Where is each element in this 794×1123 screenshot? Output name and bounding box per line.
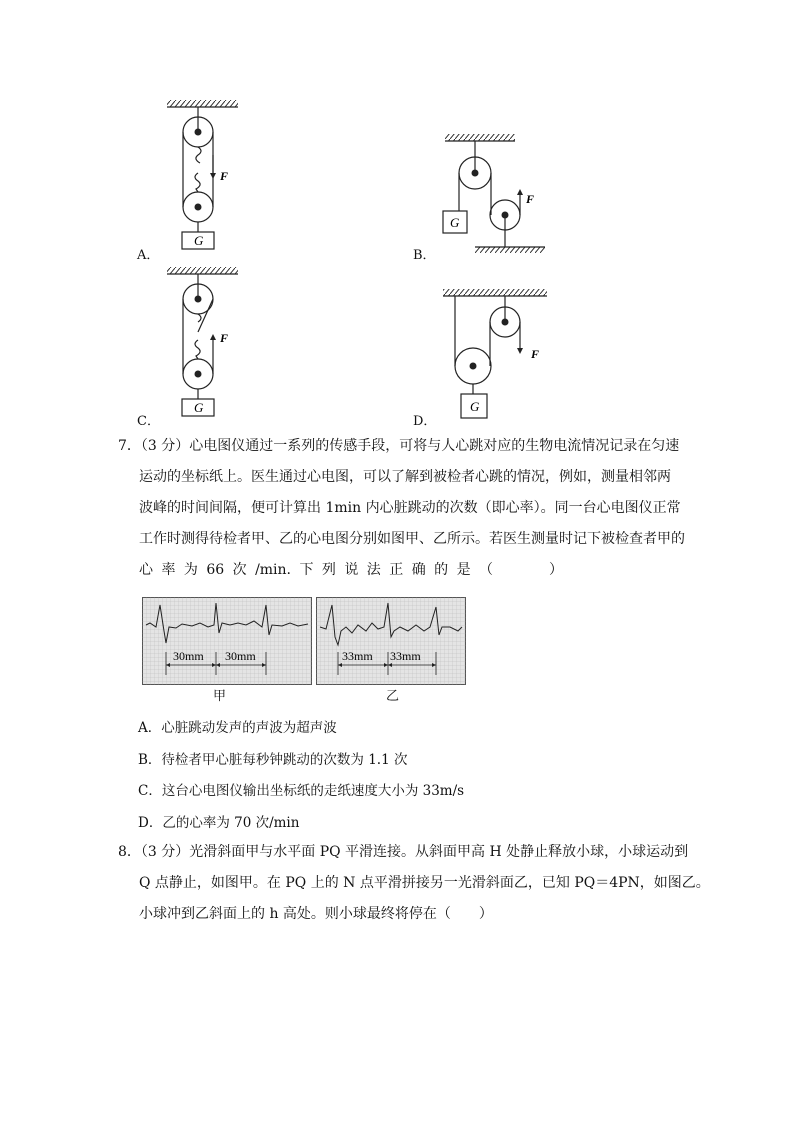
question-8-line-1: 8．（3 分）光滑斜面甲与水平面 PQ 平滑连接。从斜面甲高 H 处静止释放小球，小球运动到 bbox=[118, 844, 689, 860]
ecg-jia-caption: 甲 bbox=[213, 689, 227, 704]
option-letter-a: A． bbox=[137, 248, 160, 263]
question-7-line-5: 心 率 为 66 次 /min. 下 列 说 法 正 确 的 是 （ ） bbox=[139, 562, 564, 578]
ecg-yi-label-2: 33mm bbox=[390, 649, 421, 663]
ecg-jia-label-2: 30mm bbox=[225, 649, 256, 663]
force-label-d: F bbox=[531, 347, 540, 361]
weight-label-a: G bbox=[194, 233, 204, 248]
q7-option-a: A．心脏跳动发声的声波为超声波 bbox=[138, 720, 337, 736]
force-label-c: F bbox=[220, 331, 229, 345]
weight-label-b: G bbox=[450, 215, 460, 230]
ecg-chart-jia bbox=[142, 597, 312, 685]
question-8-line-2: Q 点静止，如图甲。在 PQ 上的 N 点平滑拼接另一光滑斜面乙，已知 PQ＝4PN，如图乙。 bbox=[139, 875, 710, 891]
q7-option-b: B．待检者甲心脏每秒钟跳动的次数为 1.1 次 bbox=[138, 752, 408, 768]
force-label-a: F bbox=[220, 169, 229, 183]
question-7-line-4: 工作时测得待检者甲、乙的心电图分别如图甲、乙所示。若医生测量时记下被检查者甲的 bbox=[139, 531, 685, 547]
option-letter-c: C． bbox=[137, 414, 160, 429]
q7-option-c: C．这台心电图仪输出坐标纸的走纸速度大小为 33m/s bbox=[138, 783, 465, 799]
ecg-chart-yi bbox=[316, 597, 466, 685]
q7-option-d: D．乙的心率为 70 次/min bbox=[138, 815, 300, 831]
force-label-b: F bbox=[526, 192, 535, 206]
weight-label-d: G bbox=[470, 399, 480, 414]
ecg-jia-label-1: 30mm bbox=[173, 649, 204, 663]
pulley-diagram-b bbox=[435, 133, 555, 258]
pulley-diagram-c bbox=[150, 262, 250, 422]
option-letter-d: D． bbox=[413, 414, 437, 429]
ecg-yi-caption: 乙 bbox=[386, 689, 400, 704]
weight-label-c: G bbox=[194, 400, 204, 415]
question-7-line-3: 波峰的时间间隔，便可计算出 1min 内心脏跳动的次数（即心率）。同一台心电图仪正常 bbox=[139, 500, 681, 516]
question-7-line-1: 7．（3 分）心电图仪通过一系列的传感手段，可将与人心跳对应的生物电流情况记录在匀速 bbox=[118, 438, 680, 454]
pulley-diagram-a bbox=[150, 95, 250, 255]
pulley-diagram-d bbox=[435, 288, 555, 423]
ecg-yi-label-1: 33mm bbox=[342, 649, 373, 663]
option-letter-b: B． bbox=[413, 248, 436, 263]
question-7-line-2: 运动的坐标纸上。医生通过心电图，可以了解到被检者心跳的情况，例如，测量相邻两 bbox=[139, 469, 671, 485]
question-8-line-3: 小球冲到乙斜面上的 h 高处。则小球最终将停在（ ） bbox=[139, 906, 493, 922]
